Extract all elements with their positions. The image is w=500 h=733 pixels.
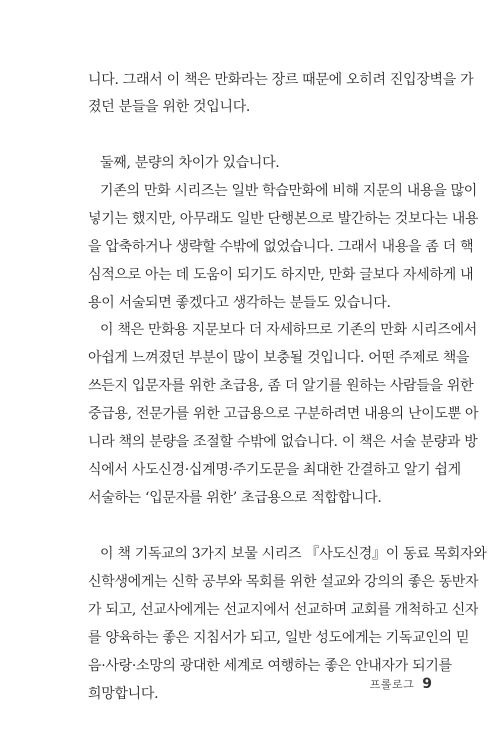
text-line: 넣기는 했지만, 아무래도 일반 단행본으로 발간하는 것보다는 내용 xyxy=(88,211,479,227)
text-line: 쓰든지 입문자를 위한 초급용, 좀 더 알기를 원하는 사람들을 위한 xyxy=(88,378,474,394)
text-line: 이 책 기독교의 3가지 보물 시리즈 『사도신경』이 동료 목회자와 xyxy=(100,546,487,562)
section-label: 프롤로그 xyxy=(369,678,415,691)
text-line: 둘째, 분량의 차이가 있습니다. xyxy=(100,155,280,171)
text-line: 가 되고, 선교사에게는 선교지에서 선교하며 교회를 개척하고 신자 xyxy=(88,602,479,618)
text-line: 기존의 만화 시리즈는 일반 학습만화에 비해 지문의 내용을 많이 xyxy=(100,183,478,199)
text-line: 식에서 사도신경·십계명·주기도문을 최대한 간결하고 알기 쉽게 xyxy=(88,462,461,478)
text-line: 용이 서술되면 좋겠다고 생각하는 분들도 있습니다. xyxy=(88,295,391,311)
text-line: 서술하는 ‘입문자를 위한’ 초급용으로 적합합니다. xyxy=(88,490,382,506)
text-line: 니라 책의 분량을 조절할 수밖에 없습니다. 이 책은 서술 분량과 방 xyxy=(88,434,478,450)
text-line: 심적으로 아는 데 도움이 되기도 하지만, 만화 글보다 자세하게 내 xyxy=(88,267,474,283)
page-number: 9 xyxy=(422,676,432,692)
text-line: 음·사랑·소망의 광대한 세계로 여행하는 좋은 안내자가 되기를 xyxy=(88,658,452,674)
text-line: 이 책은 만화용 지문보다 더 자세하므로 기존의 만화 시리즈에서 xyxy=(100,322,478,338)
text-line: 을 압축하거나 생략할 수밖에 없었습니다. 그래서 내용을 좀 더 핵 xyxy=(88,239,474,255)
text-line: 신학생에게는 신학 공부와 목회를 위한 설교와 강의의 좋은 동반자 xyxy=(88,574,479,590)
text-line: 졌던 분들을 위한 것입니다. xyxy=(88,99,251,115)
page-footer xyxy=(370,676,432,692)
text-line: 를 양육하는 좋은 지침서가 되고, 일반 성도에게는 기독교인의 믿 xyxy=(88,630,470,646)
text-line: 희망합니다. xyxy=(88,686,159,702)
text-line: 니다. 그래서 이 책은 만화라는 장르 때문에 오히려 진입장벽을 가 xyxy=(88,72,474,88)
text-line: 중급용, 전문가를 위한 고급용으로 구분하려면 내용의 난이도뿐 아 xyxy=(88,406,479,422)
text-line: 아쉽게 느껴졌던 부분이 많이 보충될 것입니다. 어떤 주제로 책을 xyxy=(88,350,470,366)
